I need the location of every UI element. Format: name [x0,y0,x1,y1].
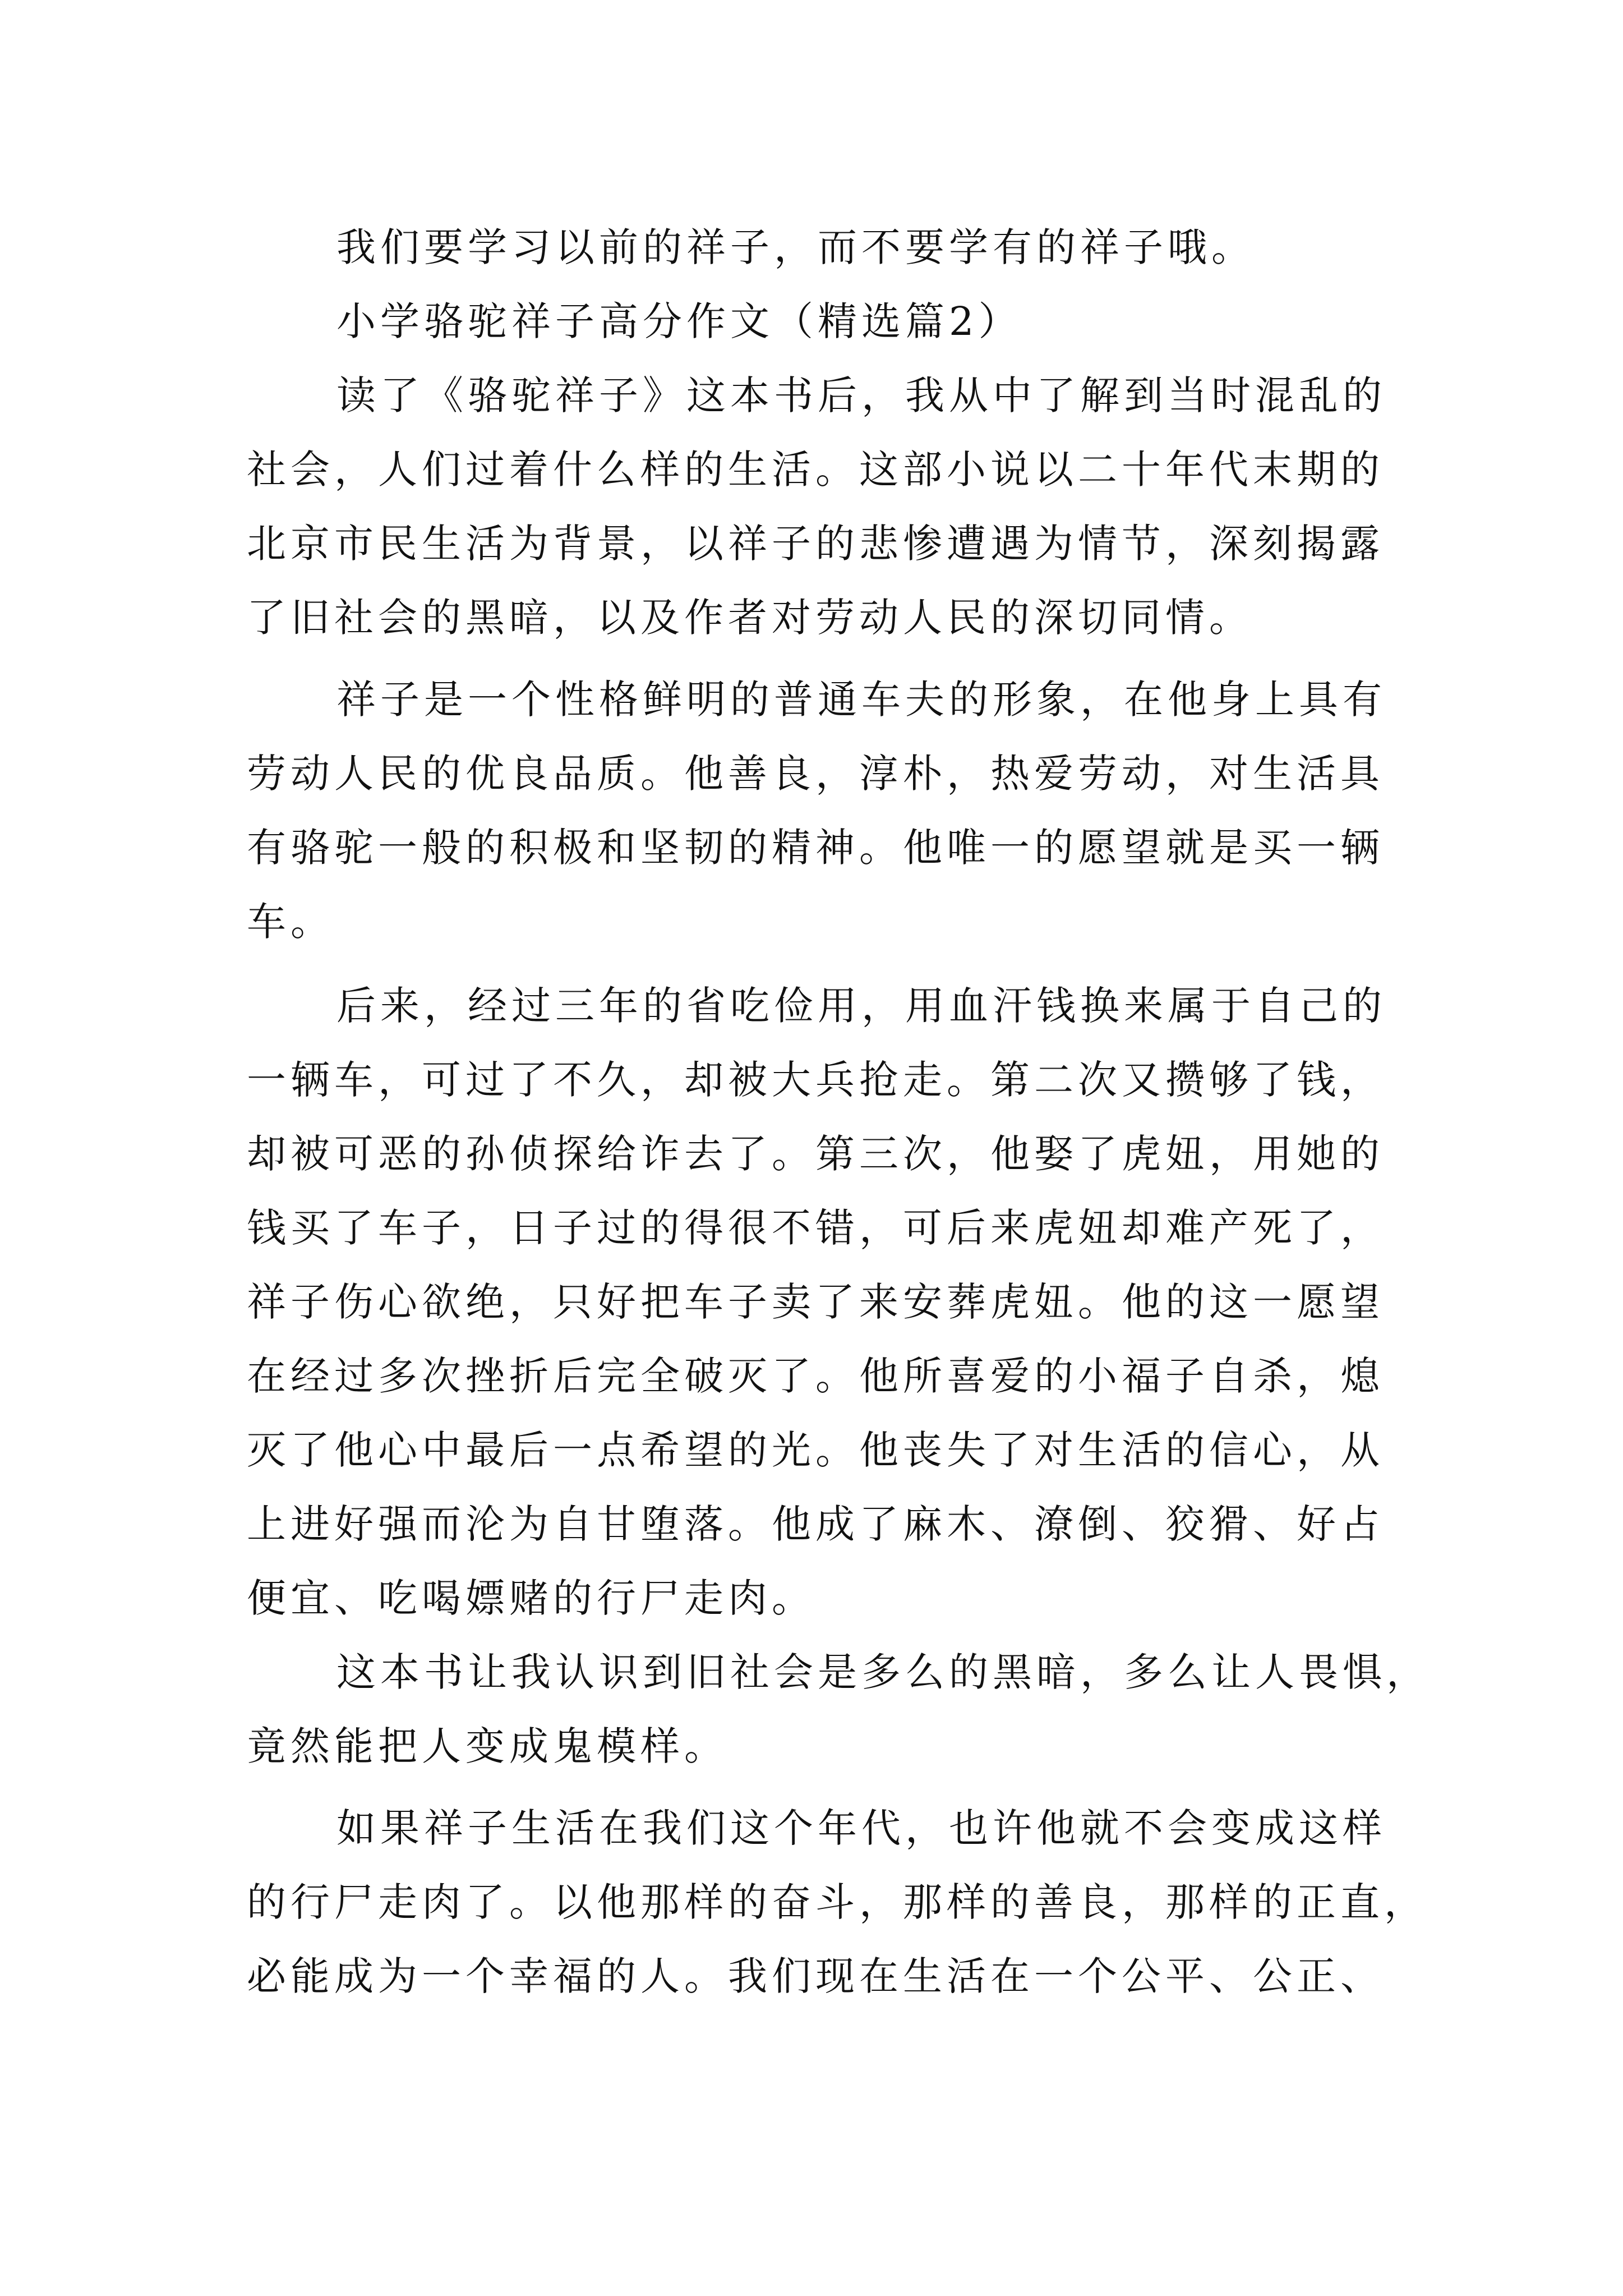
paragraph-line: 后来，经过三年的省吃俭用，用血汗钱换来属于自己的 [336,983,1386,1029]
paragraph-line: 祥子是一个性格鲜明的普通车夫的形象，在他身上具有 [336,677,1386,723]
paragraph-line: 竟然能把人变成鬼模样。 [247,1723,728,1769]
paragraph-line: 车。 [247,899,334,945]
paragraph-line: 便宜、吃喝嫖赌的行尸走肉。 [247,1575,815,1621]
paragraph-line: 了旧社会的黑暗，以及作者对劳动人民的深切同情。 [247,595,1253,641]
paragraph-line: 劳动人民的优良品质。他善良，淳朴，热爱劳动，对生活具 [247,751,1384,797]
intro-line: 我们要学习以前的祥子，而不要学有的祥子哦。 [336,224,1255,270]
paragraph-line: 这本书让我认识到旧社会是多么的黑暗，多么让人畏惧， [336,1649,1430,1695]
paragraph-gap [247,959,1424,969]
paragraph-line: 上进好强而沦为自甘堕落。他成了麻木、潦倒、狡猾、好占 [247,1501,1384,1547]
paragraph-line: 灭了他心中最后一点希望的光。他丧失了对生活的信心，从 [247,1427,1384,1473]
paragraph-gap [247,1783,1424,1791]
paragraph-2 [247,662,1424,959]
paragraph-line: 的行尸走肉了。以他那样的奋斗，那样的善良，那样的正直， [247,1879,1428,1925]
paragraph-3 [247,969,1424,1635]
paragraph-line: 却被可恶的孙侦探给诈去了。第三次，他娶了虎妞，用她的 [247,1131,1384,1177]
paragraph-line: 钱买了车子，日子过的得很不错，可后来虎妞却难产死了， [247,1205,1384,1251]
section-title: 小学骆驼祥子高分作文（精选篇2） [336,298,1022,344]
section-title-paragraph [247,284,1424,358]
paragraph-line: 必能成为一个幸福的人。我们现在生活在一个公平、公正、 [247,1953,1384,1999]
paragraph-4 [247,1635,1430,1783]
intro-paragraph [247,210,1424,284]
paragraph-gap [247,655,1424,662]
paragraph-line: 一辆车，可过了不久，却被大兵抢走。第二次又攒够了钱， [247,1057,1384,1103]
paragraph-line: 读了《骆驼祥子》这本书后，我从中了解到当时混乱的 [336,372,1386,418]
paragraph-line: 在经过多次挫折后完全破灭了。他所喜爱的小福子自杀，熄 [247,1353,1384,1399]
paragraph-5 [247,1791,1428,2013]
document-body [247,210,1430,2013]
paragraph-line: 社会，人们过着什么样的生活。这部小说以二十年代末期的 [247,447,1384,493]
paragraph-line: 北京市民生活为背景，以祥子的悲惨遭遇为情节，深刻揭露 [247,521,1384,567]
paragraph-line: 如果祥子生活在我们这个年代，也许他就不会变成这样 [336,1805,1386,1851]
paragraph-1 [247,358,1424,655]
paragraph-line: 有骆驼一般的积极和坚韧的精神。他唯一的愿望就是买一辆 [247,825,1384,871]
paragraph-line: 祥子伤心欲绝，只好把车子卖了来安葬虎妞。他的这一愿望 [247,1279,1384,1325]
